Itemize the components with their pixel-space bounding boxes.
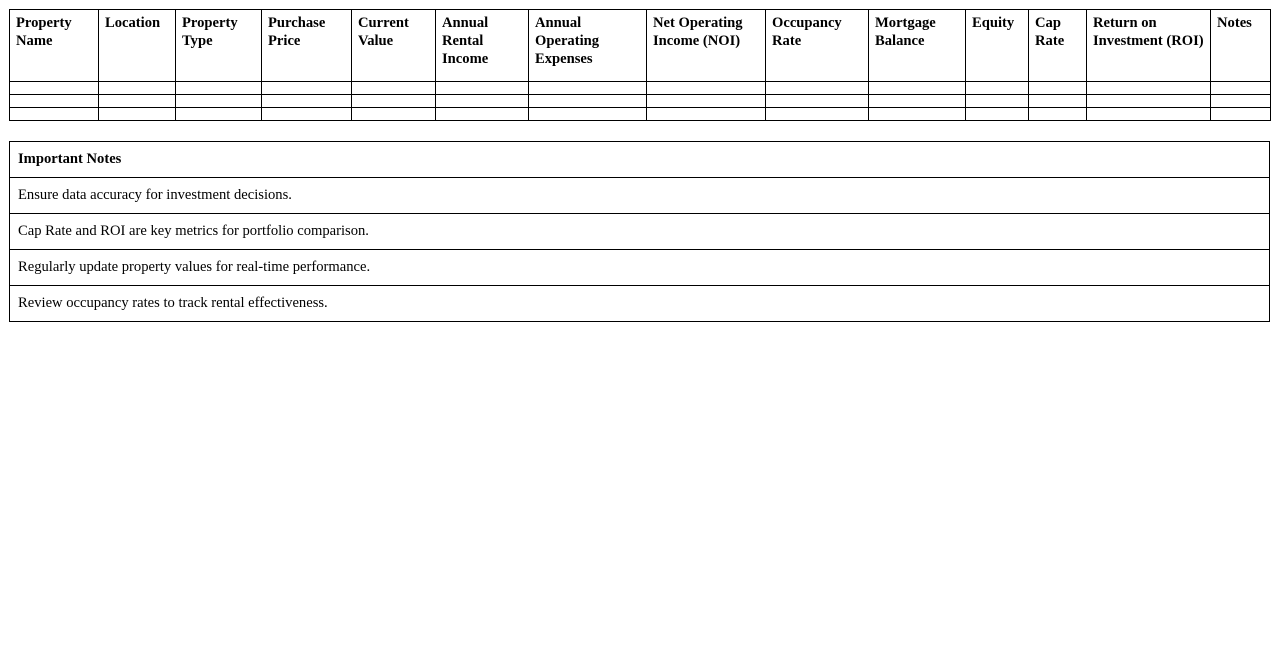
cell-property-type[interactable] <box>176 95 262 108</box>
column-header-property-type: Property Type <box>176 10 262 82</box>
note-item: Regularly update property values for real-time performance. <box>10 250 1270 286</box>
cell-annual-operating-expenses[interactable] <box>529 95 647 108</box>
cell-current-value[interactable] <box>352 82 436 95</box>
note-item: Cap Rate and ROI are key metrics for portfolio comparison. <box>10 214 1270 250</box>
column-header-current-value: Current Value <box>352 10 436 82</box>
property-portfolio-table <box>9 9 1271 121</box>
note-item: Ensure data accuracy for investment decisions. <box>10 178 1270 214</box>
cell-net-operating-income[interactable] <box>647 108 766 121</box>
notes-row <box>10 250 1270 286</box>
cell-mortgage-balance[interactable] <box>869 95 966 108</box>
cell-property-type[interactable] <box>176 108 262 121</box>
cell-property-name[interactable] <box>10 108 99 121</box>
notes-header-row <box>10 142 1270 178</box>
column-header-mortgage-balance: Mortgage Balance <box>869 10 966 82</box>
table-row[interactable] <box>10 108 1271 121</box>
table-row[interactable] <box>10 95 1271 108</box>
cell-return-on-investment[interactable] <box>1087 95 1211 108</box>
cell-occupancy-rate[interactable] <box>766 82 869 95</box>
cell-property-name[interactable] <box>10 82 99 95</box>
table-row[interactable] <box>10 82 1271 95</box>
notes-row <box>10 214 1270 250</box>
cell-annual-rental-income[interactable] <box>436 95 529 108</box>
cell-property-type[interactable] <box>176 82 262 95</box>
cell-equity[interactable] <box>966 82 1029 95</box>
cell-equity[interactable] <box>966 108 1029 121</box>
cell-current-value[interactable] <box>352 95 436 108</box>
column-header-return-on-investment: Return on Investment (ROI) <box>1087 10 1211 82</box>
column-header-property-name: Property Name <box>10 10 99 82</box>
cell-equity[interactable] <box>966 95 1029 108</box>
column-header-annual-rental-income: Annual Rental Income <box>436 10 529 82</box>
notes-row <box>10 178 1270 214</box>
cell-annual-rental-income[interactable] <box>436 108 529 121</box>
important-notes-table <box>9 141 1270 322</box>
cell-notes[interactable] <box>1211 108 1271 121</box>
notes-table-header: Important Notes <box>10 142 1270 178</box>
cell-annual-operating-expenses[interactable] <box>529 82 647 95</box>
cell-mortgage-balance[interactable] <box>869 82 966 95</box>
cell-cap-rate[interactable] <box>1029 82 1087 95</box>
cell-notes[interactable] <box>1211 95 1271 108</box>
cell-return-on-investment[interactable] <box>1087 82 1211 95</box>
column-header-annual-operating-expenses: Annual Operating Expenses <box>529 10 647 82</box>
cell-purchase-price[interactable] <box>262 108 352 121</box>
cell-cap-rate[interactable] <box>1029 108 1087 121</box>
cell-location[interactable] <box>99 82 176 95</box>
document-page <box>0 9 1278 659</box>
column-header-cap-rate: Cap Rate <box>1029 10 1087 82</box>
cell-current-value[interactable] <box>352 108 436 121</box>
column-header-net-operating-income: Net Operating Income (NOI) <box>647 10 766 82</box>
column-header-equity: Equity <box>966 10 1029 82</box>
note-item: Review occupancy rates to track rental effectiveness. <box>10 286 1270 322</box>
cell-location[interactable] <box>99 95 176 108</box>
cell-cap-rate[interactable] <box>1029 95 1087 108</box>
cell-notes[interactable] <box>1211 82 1271 95</box>
column-header-occupancy-rate: Occupancy Rate <box>766 10 869 82</box>
cell-annual-operating-expenses[interactable] <box>529 108 647 121</box>
cell-net-operating-income[interactable] <box>647 95 766 108</box>
column-header-location: Location <box>99 10 176 82</box>
cell-return-on-investment[interactable] <box>1087 108 1211 121</box>
cell-location[interactable] <box>99 108 176 121</box>
cell-occupancy-rate[interactable] <box>766 95 869 108</box>
cell-occupancy-rate[interactable] <box>766 108 869 121</box>
column-header-purchase-price: Purchase Price <box>262 10 352 82</box>
cell-mortgage-balance[interactable] <box>869 108 966 121</box>
cell-annual-rental-income[interactable] <box>436 82 529 95</box>
notes-row <box>10 286 1270 322</box>
cell-net-operating-income[interactable] <box>647 82 766 95</box>
column-header-notes: Notes <box>1211 10 1271 82</box>
table-header-row <box>10 10 1271 82</box>
cell-purchase-price[interactable] <box>262 95 352 108</box>
cell-purchase-price[interactable] <box>262 82 352 95</box>
cell-property-name[interactable] <box>10 95 99 108</box>
